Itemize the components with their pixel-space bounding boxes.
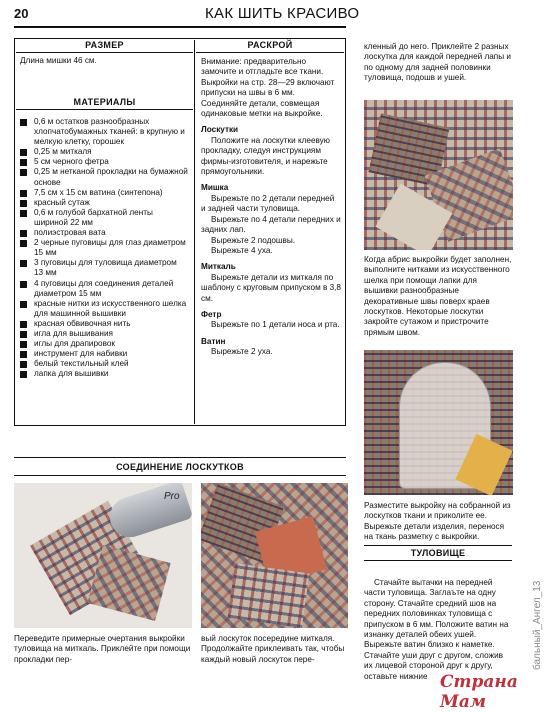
list-item: 5 см черного фетра	[20, 157, 188, 167]
right-lower-text: Разместите выкройку на собранной из лоскутков ткани и приколите ее. Вырежьте детали изделия, перенося на ткань разметку с выкройки.	[364, 501, 511, 542]
list-item: 4 пуговицы для соединения деталей диаметром 15 мм	[20, 279, 188, 299]
list-item: 2 черные пуговицы для глаз диаметром 15 мм	[20, 238, 188, 258]
list-item: 0,25 м нетканой прокладки на бумажной основе	[20, 167, 188, 187]
cutting-heading-rule	[196, 52, 344, 53]
side-watermark: бальный_Ангел_13	[532, 580, 543, 670]
materials-heading-rule	[16, 109, 193, 110]
right-middle-text: Когда абрис выкройки будет заполнен, выполните нитками из искусственного шелка при помощи лапки для вышивки разнообразные декоративные швы поверх краев лоскутков. Некоторые лоскутки закройте сутажом и пристрочите прямым швом.	[364, 255, 512, 337]
materials-list	[20, 117, 188, 379]
header-rule	[14, 26, 346, 28]
list-item: красная обвивочная нить	[20, 319, 188, 329]
size-heading: РАЗМЕР	[85, 40, 124, 50]
caption-left: Переведите примерные очертания выкройки туловища на миткаль. Приклейте при помощи прокладки пер-	[14, 634, 191, 664]
bear-line: Вырежьте 2 подошвы.	[211, 235, 295, 245]
pattern-photo	[364, 350, 513, 495]
list-item: 7,5 см х 15 см ватина (синтепона)	[20, 188, 188, 198]
torso-text: Стачайте вытачки на передней части туловища. Заглаъте на одну сторону. Стачайте средний шов на передних половинках туловища с припуском в 6 мм. Положите ватин на изнанку деталей обеих ушей. Вырежьте ватин близко к наметке. Стачайте уши друг с другом, сложив их лицевой стороной друг к другу, оставьте нижние	[364, 578, 509, 681]
list-item: иглы для драпировок	[20, 339, 188, 349]
torso-heading-block	[364, 545, 512, 561]
page-title: КАК ШИТЬ КРАСИВО	[205, 5, 360, 22]
felt-text: Вырежьте по 1 детали носа и рта.	[211, 320, 340, 330]
list-item: 0,6 м голубой бархатной ленты шириной 22 мм	[20, 208, 188, 228]
list-item: белый текстильный клей	[20, 359, 188, 369]
size-heading-rule	[16, 52, 193, 53]
scraps-title: Лоскутки	[201, 125, 239, 135]
patchwork-photo-2	[201, 483, 348, 628]
joining-heading: СОЕДИНЕНИЕ ЛОСКУТКОВ	[116, 462, 244, 472]
list-item: лапка для вышивки	[20, 369, 188, 379]
page-number: 20	[14, 6, 29, 21]
list-item: полиэстровая вата	[20, 228, 188, 238]
calico-text: Вырежьте детали из миткаля по шаблону с круговым припуском в 3,8 см.	[201, 272, 341, 303]
wadding-title: Ватин	[201, 336, 226, 346]
materials-heading: МАТЕРИАЛЫ	[73, 97, 136, 107]
iron-brand: Pro	[164, 491, 180, 502]
list-item: красный сутаж	[20, 198, 188, 208]
list-item: 0,25 м миткаля	[20, 147, 188, 157]
cutting-column	[201, 57, 341, 358]
box-divider	[194, 40, 195, 424]
size-text: Длина мишки 46 см.	[20, 56, 97, 65]
patchwork-photo-1	[364, 100, 513, 250]
bear-title: Мишка	[201, 183, 229, 193]
joining-rule-top	[14, 457, 346, 458]
ironing-photo	[14, 483, 192, 628]
bear-line: Вырежьте 4 уха.	[211, 245, 273, 255]
scraps-text: Положите на лоскутки клеевую прокладку, следуя инструкциям фирмы-изготовителя, и нарежьте прямоугольники.	[201, 135, 330, 177]
list-item: красные нитки из искусственного шелка для машинной вышивки	[20, 299, 188, 319]
right-top-text: кленный до него. Приклейте 2 разных лоскутка для каждой передней лапы и по одному для задней половинки туловища, подошв и ушей.	[364, 42, 511, 83]
list-item: 0,6 м остатков разнообразных хлопчатобумажных тканей: в крупную и мелкую клетку, горошек	[20, 117, 188, 147]
bear-line: Вырежьте по 4 детали передних и задних лап.	[201, 214, 341, 235]
list-item: инструмент для набивки	[20, 349, 188, 359]
joining-rule-bottom	[14, 475, 346, 476]
calico-title: Миткаль	[201, 262, 236, 272]
site-logo: Страна Мам	[440, 672, 518, 712]
cutting-intro: Внимание: предварительно замочите и отгладьте все ткани. Выкройки на стр. 28—29 включают припуски на швы в 6 мм. Соединяйте детали, совмещая одинаковые метки на выкройке.	[201, 57, 335, 119]
list-item: игла для вышивания	[20, 329, 188, 339]
felt-title: Фетр	[201, 309, 222, 319]
torso-heading: ТУЛОВИЩЕ	[410, 548, 466, 558]
caption-right: вый лоскуток посередине миткаля. Продолжайте приклеивать так, чтобы каждый новый лоскуток пере-	[201, 634, 345, 664]
wadding-text: Вырежьте 2 уха.	[211, 347, 273, 357]
cutting-heading: РАСКРОЙ	[247, 40, 293, 50]
list-item: 3 пуговицы для туловища диаметром 13 мм	[20, 258, 188, 278]
bear-line: Вырежьте по 2 детали передней и задней части туловища.	[201, 193, 335, 214]
